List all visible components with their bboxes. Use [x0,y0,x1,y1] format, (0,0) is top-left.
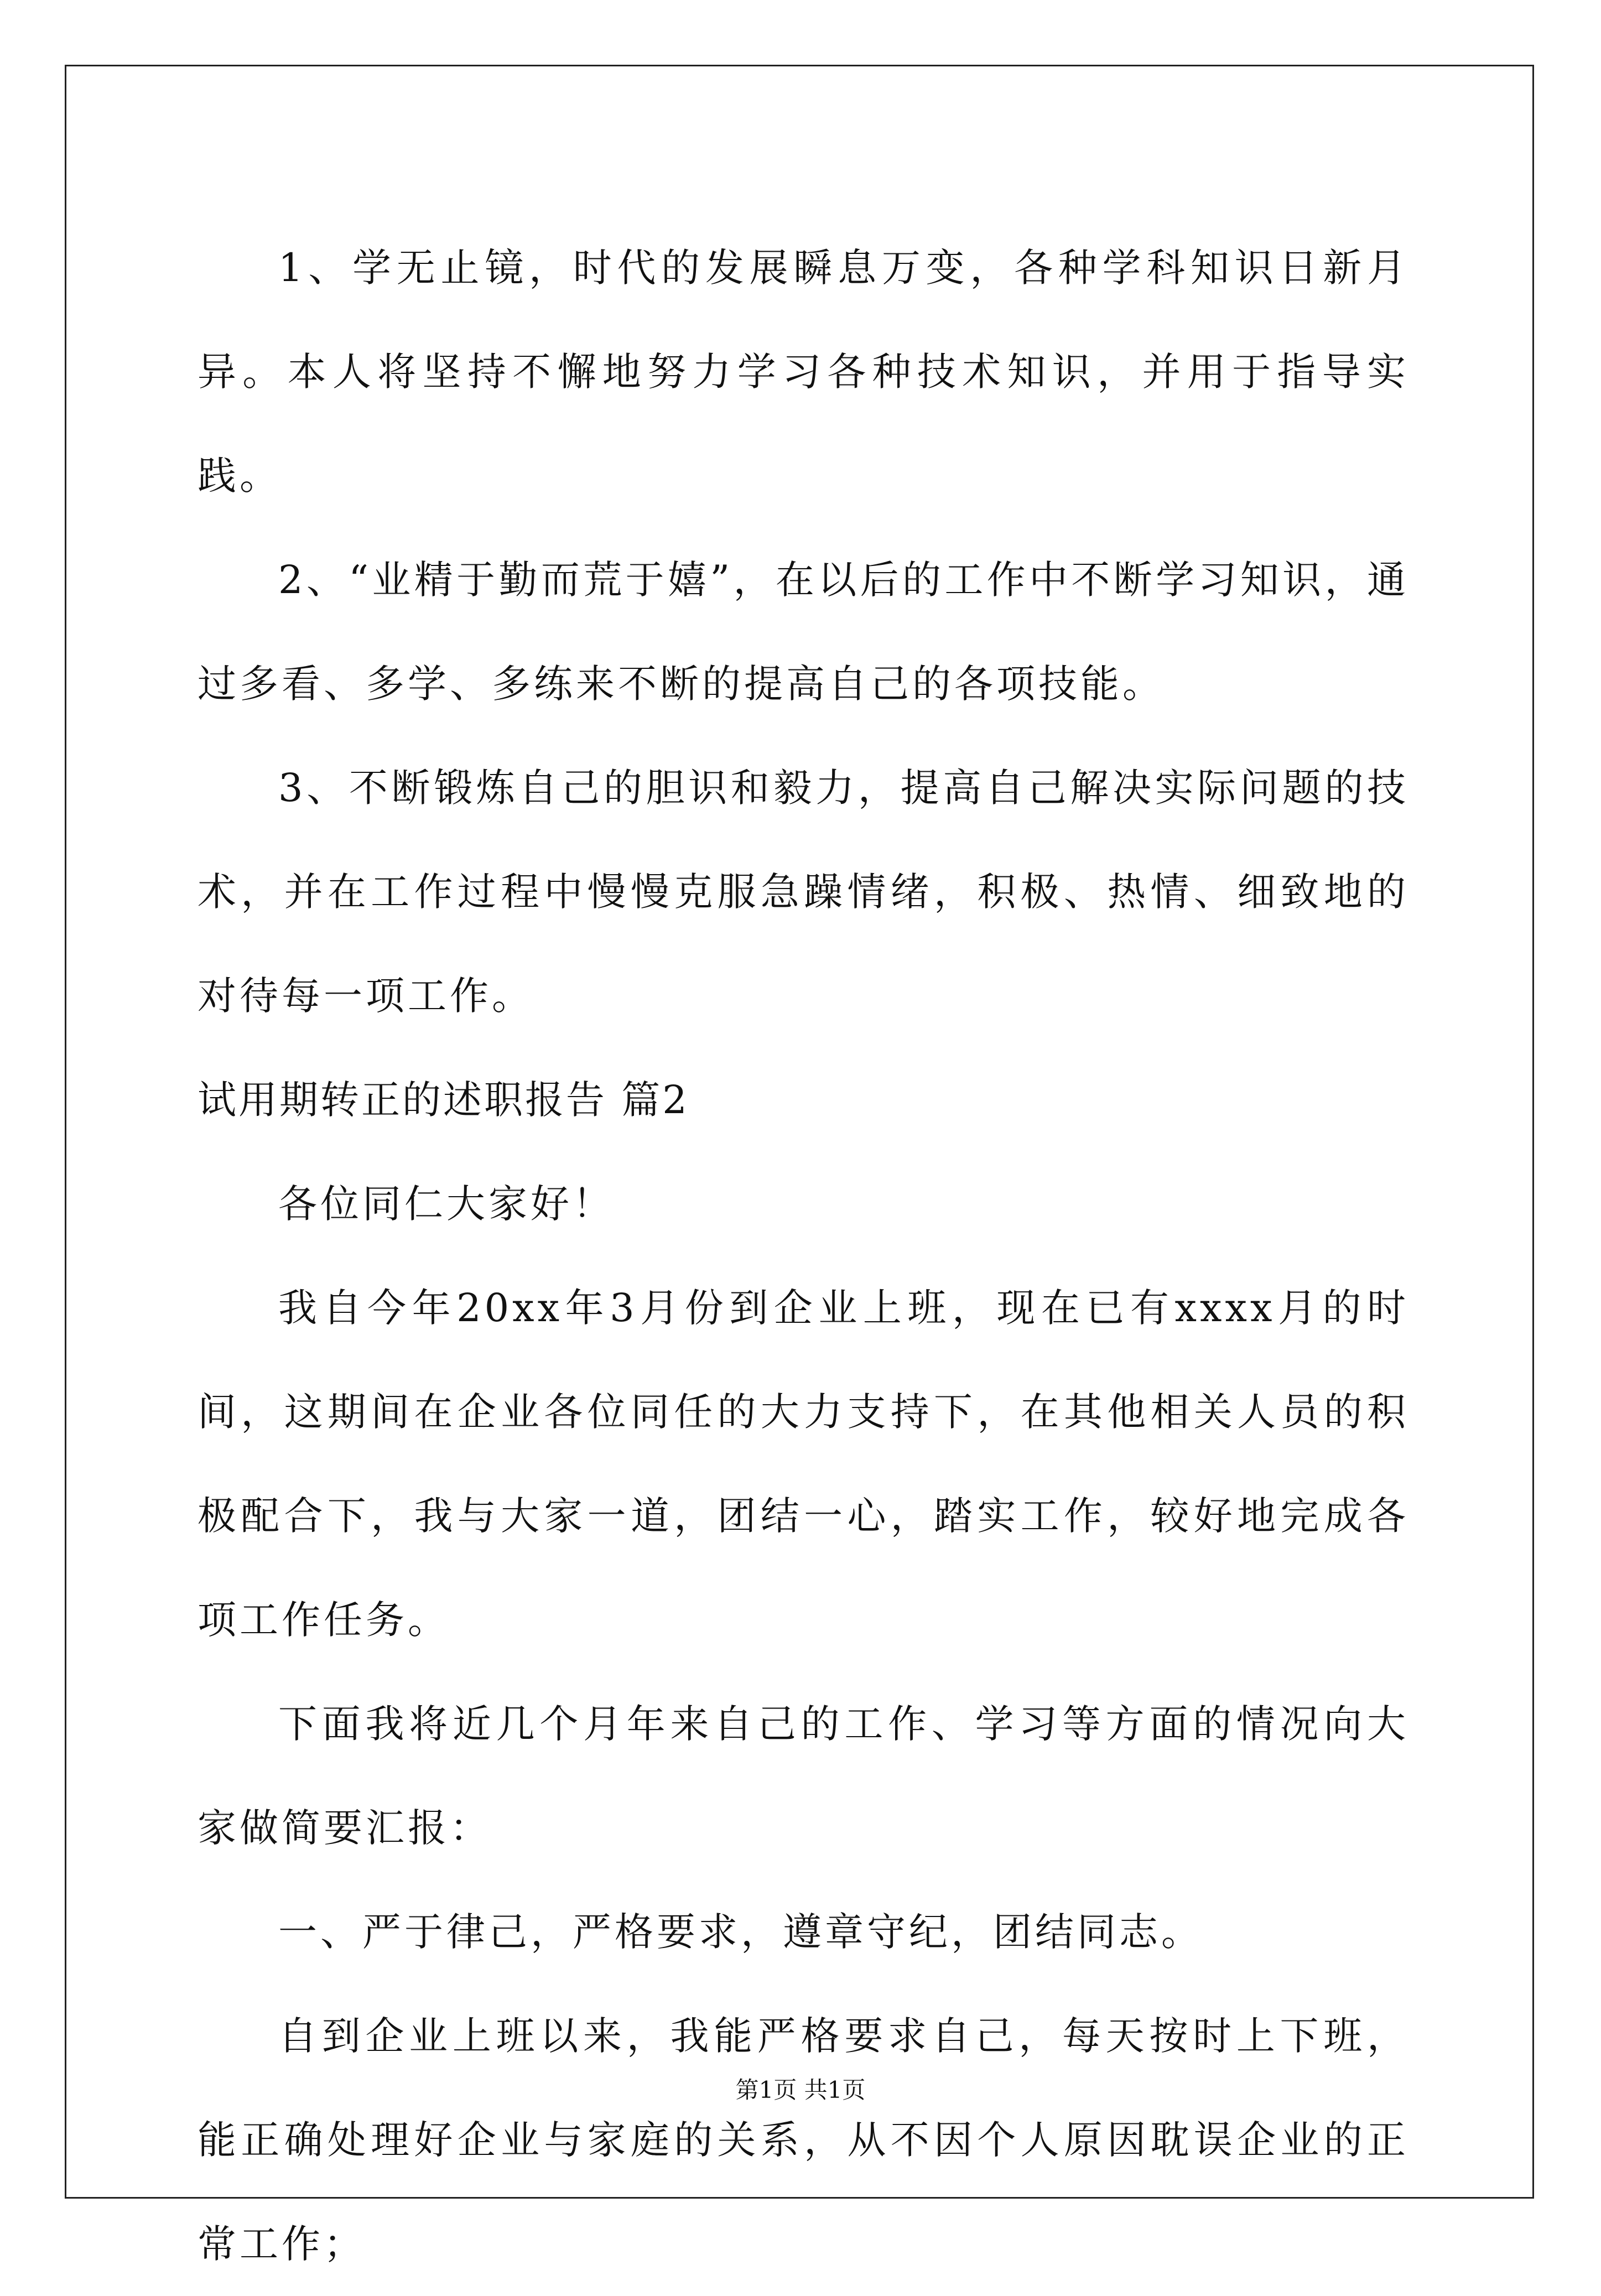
paragraph-discipline: 自到企业上班以来，我能严格要求自己，每天按时上下班，能正确处理好企业与家庭的关系，从不因个人原因耽误企业的正常工作； [197,2013,1409,2267]
paragraph-2: 2、“业精于勤而荒于嬉”，在以后的工作中不断学习知识，通过多看、多学、多练来不断的提高自己的各项技能。 [197,557,1409,707]
document-body [197,216,1409,2296]
subheading-one: 一、严于律己，严格要求，遵章守纪，团结同志。 [278,1909,1203,1955]
paragraph-intro: 我自今年20xx年3月份到企业上班，现在已有xxxx月的时间，这期间在企业各位同任的大力支持下，在其他相关人员的积极配合下，我与大家一道，团结一心，踏实工作，较好地完成各项工作任务。 [197,1285,1409,1643]
paragraph-summary-lead: 下面我将近几个月年来自己的工作、学习等方面的情况向大家做简要汇报： [197,1701,1409,1851]
greeting: 各位同仁大家好！ [278,1181,615,1227]
section-heading: 试用期转正的述职报告 篇2 [197,1077,689,1123]
paragraph-1: 1、学无止镜，时代的发展瞬息万变，各种学科知识日新月异。本人将坚持不懈地努力学习各种技术知识，并用于指导实践。 [197,245,1409,498]
page-footer: 第1页 共1页 [735,2076,866,2103]
paragraph-3: 3、不断锻炼自己的胆识和毅力，提高自己解决实际问题的技术，并在工作过程中慢慢克服急躁情绪，积极、热情、细致地的对待每一项工作。 [197,765,1409,1019]
